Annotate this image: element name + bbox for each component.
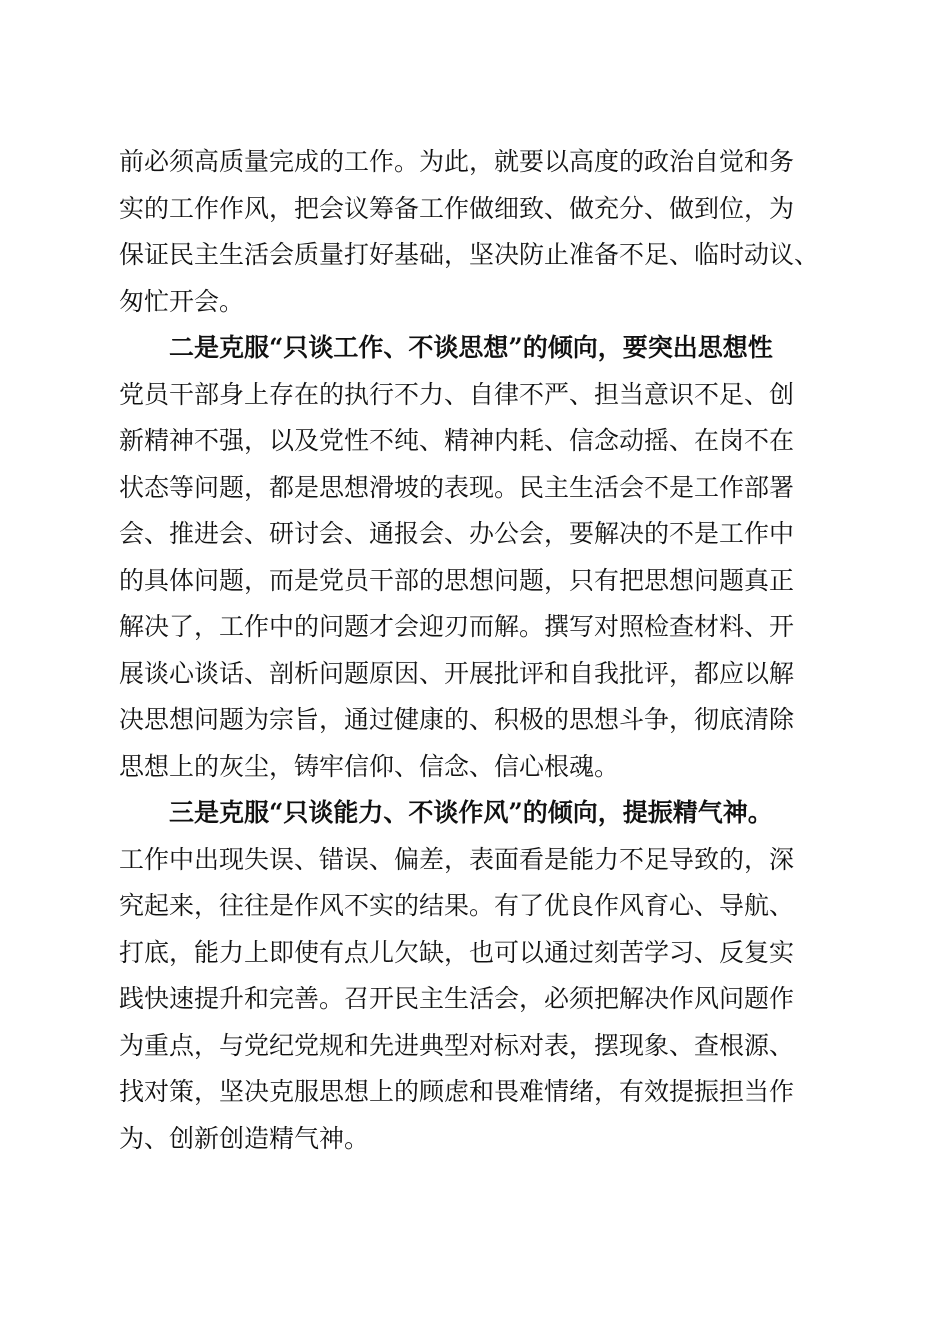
paragraph-2 — [119, 325, 839, 790]
paragraph-heading: 三是克服“只谈能力、不谈作风”的倾向，提振精气神。 — [169, 798, 773, 827]
text-line: 践快速提升和完善。召开民主生活会，必须把解决作风问题作 — [119, 984, 795, 1013]
text-line: 决思想问题为宗旨，通过健康的、积极的思想斗争，彻底清除 — [119, 705, 795, 734]
document-body — [119, 139, 839, 1162]
text-line: 会、推进会、研讨会、通报会、办公会，要解决的不是工作中 — [119, 519, 795, 548]
text-line: 匆忙开会。 — [119, 286, 245, 316]
text-line: 实的工作作风，把会议筹备工作做细致、做充分、做到位，为 — [119, 193, 795, 223]
text-line: 思想上的灰尘，铸牢信仰、信念、信心根魂。 — [119, 751, 620, 781]
text-line: 打底，能力上即使有点儿欠缺，也可以通过刻苦学习、反复实 — [119, 937, 795, 967]
text-line: 为重点，与党纪党规和先进典型对标对表，摆现象、查根源、 — [119, 1030, 795, 1060]
paragraph-3 — [119, 790, 839, 1162]
text-line: 为、创新创造精气神。 — [119, 1123, 370, 1153]
text-line: 展谈心谈话、剖析问题原因、开展批评和自我批评，都应以解 — [119, 658, 795, 688]
text-line: 党员干部身上存在的执行不力、自律不严、担当意识不足、创 — [119, 379, 795, 409]
text-line: 工作中出现失误、错误、偏差，表面看是能力不足导致的，深 — [119, 844, 795, 874]
text-line: 的具体问题，而是党员干部的思想问题，只有把思想问题真正 — [119, 565, 795, 595]
paragraph-1 — [119, 139, 839, 325]
text-line: 解决了，工作中的问题才会迎刃而解。撰写对照检查材料、开 — [119, 612, 795, 641]
text-line: 新精神不强，以及党性不纯、精神内耗、信念动摇、在岗不在 — [119, 426, 795, 455]
text-line: 究起来，往往是作风不实的结果。有了优良作风育心、导航、 — [119, 891, 795, 920]
paragraph-heading: 二是克服“只谈工作、不谈思想”的倾向，要突出思想性 — [169, 333, 773, 362]
text-line: 保证民主生活会质量打好基础，坚决防止准备不足、临时动议、 — [119, 240, 820, 269]
text-line: 前必须高质量完成的工作。为此，就要以高度的政治自觉和务 — [119, 147, 795, 176]
text-line: 状态等问题，都是思想滑坡的表现。民主生活会不是工作部署 — [119, 472, 795, 502]
text-line: 找对策，坚决克服思想上的顾虑和畏难情绪，有效提振担当作 — [119, 1077, 795, 1106]
